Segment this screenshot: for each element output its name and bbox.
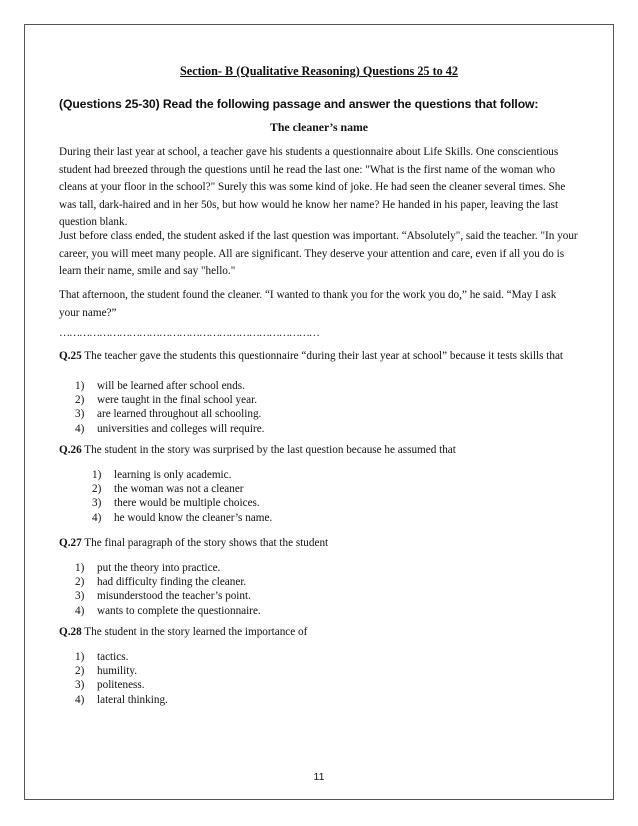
- option-item: 3) there would be multiple choices.: [92, 497, 260, 510]
- question-text: The student in the story was surprised by the last question because he assumed that: [81, 444, 456, 456]
- option-item: 4) wants to complete the questionnaire.: [75, 604, 261, 617]
- option-item: 1) learning is only academic.: [92, 469, 232, 481]
- question-27: [59, 536, 579, 551]
- question-text: The final paragraph of the story shows that the student: [81, 537, 329, 549]
- question-25: [59, 349, 579, 364]
- question-text: The student in the story learned the importance of: [81, 626, 308, 638]
- option-item: 1) put the theory into practice.: [75, 562, 221, 574]
- option-item: 3) are learned throughout all schooling.: [75, 408, 262, 421]
- option-item: 2) humility.: [75, 665, 137, 678]
- option-item: 1) tactics.: [75, 651, 129, 663]
- options-list-27: [75, 561, 261, 618]
- question-number: Q.26: [59, 444, 82, 456]
- question-text: The teacher gave the students this questionnaire “during their last year at school” because it tests skills that: [81, 350, 564, 362]
- option-item: 2) the woman was not a cleaner: [92, 483, 244, 496]
- option-item: 1) will be learned after school ends.: [75, 380, 245, 392]
- story-title: The cleaner’s name: [269, 120, 369, 134]
- options-list-28: [75, 650, 168, 707]
- options-list-26: [92, 468, 272, 525]
- option-item: 2) had difficulty finding the cleaner.: [75, 576, 247, 589]
- section-title: Section- B (Qualitative Reasoning) Questions 25 to 42: [180, 64, 458, 78]
- question-number: Q.25: [59, 350, 82, 362]
- question-28: [59, 625, 579, 640]
- option-item: 3) politeness.: [75, 679, 145, 692]
- page-number: 11: [313, 771, 325, 783]
- options-list-25: [75, 379, 264, 436]
- question-number: Q.28: [59, 626, 82, 638]
- option-item: 4) universities and colleges will require.: [75, 422, 265, 435]
- option-item: 2) were taught in the final school year.: [75, 394, 257, 407]
- passage-paragraph-1: During their last year at school, a teacher gave his students a questionnaire about Life Skills. One conscientious student had breezed through the questions until he read the last one: "What is the first name of the woman who cleans at your floor in the school?" Surely this was some kind of joke. He had seen the cleaner several times. She was tall, dark-haired and in her 50s, but how would he know her name? He handed in his paper, leaving the last question blank.: [59, 146, 566, 229]
- passage-paragraph-2: Just before class ended, the student asked if the last question was important. “Absolutely", said the teacher. "In your career, you will meet many people. All are significant. They deserve your attention and care, even if all you do is learn their name, smile and say "hello.": [59, 230, 578, 278]
- question-number: Q.27: [59, 537, 82, 549]
- question-26: [59, 443, 579, 458]
- separator-line: ……………………………………………………………………: [59, 327, 319, 339]
- option-item: 3) misunderstood the teacher’s point.: [75, 590, 251, 603]
- option-item: 4) he would know the cleaner’s name.: [92, 511, 273, 524]
- passage-paragraph-3: That afternoon, the student found the cleaner. “I wanted to thank you for the work you do,” he said. “May I ask your name?”: [59, 289, 557, 319]
- passage-instructions: (Questions 25-30) Read the following passage and answer the questions that follow:: [59, 97, 539, 111]
- option-item: 4) lateral thinking.: [75, 693, 168, 706]
